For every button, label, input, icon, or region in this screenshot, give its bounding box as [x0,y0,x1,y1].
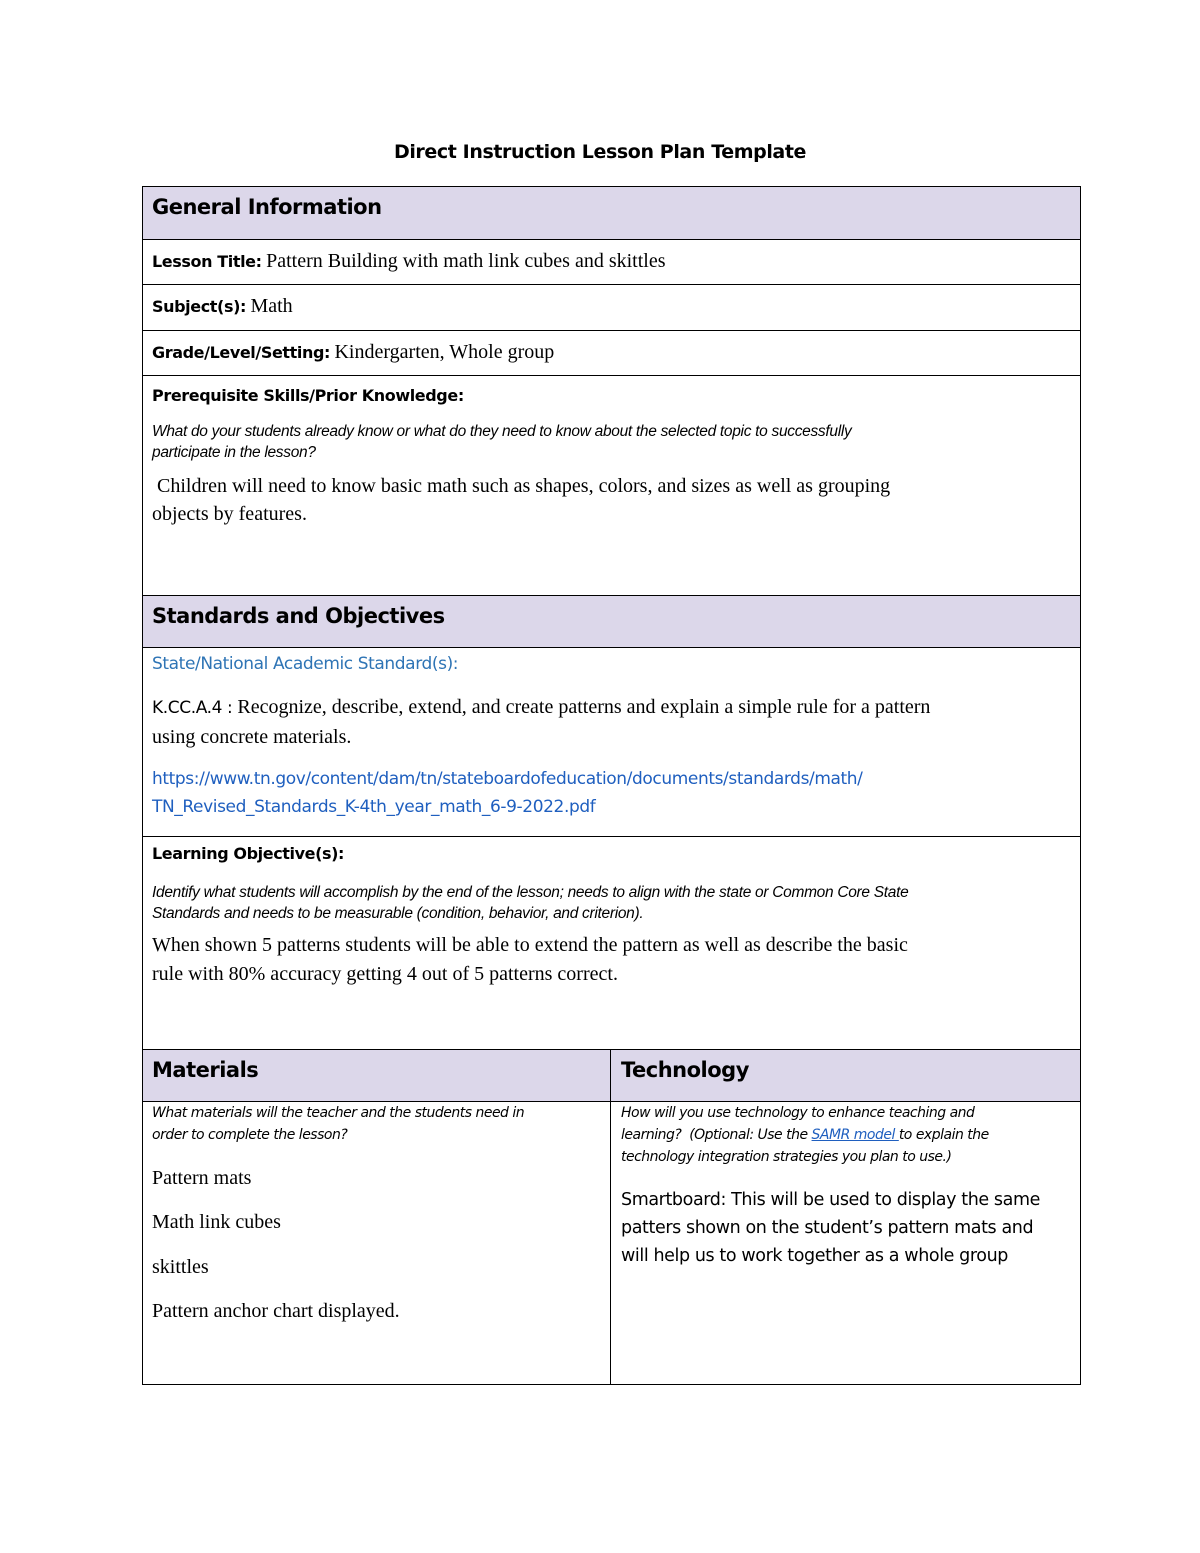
general-information-heading: General Information [152,195,382,219]
learning-objectives-label: Learning Objective(s): [152,844,345,863]
standard-label: State/National Academic Standard(s): [152,654,459,674]
prerequisite-prompt-line-2: participate in the lesson? [152,444,316,461]
technology-heading: Technology [621,1058,749,1082]
standards-heading: Standards and Objectives [152,604,445,628]
standard-url-line-1[interactable]: https://www.tn.gov/content/dam/tn/stateboardofeducation/documents/standards/math/ [152,769,863,789]
learning-objectives-row [142,836,1081,1049]
prerequisite-answer-line-2: objects by features. [152,503,307,525]
grade-value: Kindergarten, Whole group [334,341,555,363]
grade-label: Grade/Level/Setting: [152,343,331,362]
standard-text-line-2: using concrete materials. [152,726,352,748]
technology-answer-line-2: patters shown on the student’s pattern mats and [621,1218,1034,1238]
technology-prompt-line-3: technology integration strategies you plan to use.) [621,1149,952,1165]
standards-row [142,647,1081,836]
technology-prompt-line-1: How will you use technology to enhance teaching and [621,1105,975,1121]
prerequisite-answer-line-1: Children will need to know basic math such as shapes, colors, and sizes as well as grouping [152,475,891,497]
materials-technology-row [142,1101,1081,1385]
lesson-plan-table [142,186,1081,1385]
lesson-title-label: Lesson Title: [152,252,262,271]
standard-url-line-2[interactable]: TN_Revised_Standards_K-4th_year_math_6-9-2022.pdf [152,797,596,817]
column-divider [610,1102,611,1384]
prerequisite-row [142,375,1081,595]
materials-prompt-line-2: order to complete the lesson? [152,1127,348,1143]
materials-technology-header [142,1049,1081,1101]
materials-heading: Materials [152,1058,259,1082]
general-information-header [142,186,1081,239]
objective-prompt-line-2: Standards and needs to be measurable (condition, behavior, and criterion). [152,905,644,922]
materials-prompt-line-1: What materials will the teacher and the students need in [152,1105,525,1121]
subject-value: Math [250,295,293,317]
subject-row [142,284,1081,330]
standards-header [142,595,1081,647]
grade-row [142,330,1081,375]
standard-text-line-1: Recognize, describe, extend, and create patterns and explain a simple rule for a pattern [232,696,931,718]
page-title: Direct Instruction Lesson Plan Template [393,141,807,163]
materials-item: Pattern anchor chart displayed. [152,1300,400,1322]
technology-answer-line-1: Smartboard: This will be used to display the same [621,1190,1040,1210]
objective-prompt-line-1: Identify what students will accomplish by the end of the lesson; needs to align with the state or Common Core State [152,884,909,901]
technology-prompt-line-2a: learning? (Optional: Use the [621,1127,812,1143]
subject-label: Subject(s): [152,297,246,316]
materials-item: Math link cubes [152,1211,281,1233]
prerequisite-prompt-line-1: What do your students already know or what do they need to know about the selected topic to successfully [152,423,852,440]
samr-model-link[interactable]: SAMR model [811,1127,899,1143]
lesson-title-value: Pattern Building with math link cubes and skittles [266,250,666,272]
prerequisite-label: Prerequisite Skills/Prior Knowledge: [152,386,464,405]
standard-code: K.CC.A.4 : [152,698,233,718]
technology-answer-line-3: will help us to work together as a whole group [621,1246,1009,1266]
column-divider [610,1050,611,1101]
lesson-title-row [142,239,1081,284]
materials-item: skittles [152,1256,209,1278]
objective-answer-line-1: When shown 5 patterns students will be able to extend the pattern as well as describe the basic [152,934,908,956]
objective-answer-line-2: rule with 80% accuracy getting 4 out of 5 patterns correct. [152,963,618,985]
materials-item: Pattern mats [152,1167,252,1189]
technology-prompt-line-2b: to explain the [898,1127,989,1143]
